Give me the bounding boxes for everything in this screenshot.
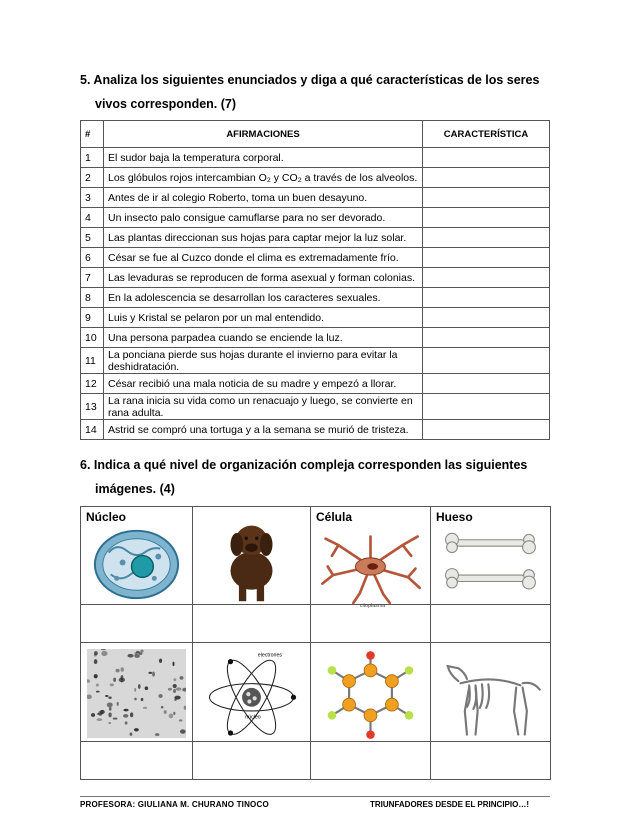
row-number: 1 [81, 148, 104, 168]
label-bone: Hueso [436, 510, 473, 524]
answer-cell-4[interactable] [431, 605, 551, 643]
tissue-speckle [169, 714, 174, 719]
tissue-speckle [117, 702, 119, 706]
table-row [81, 374, 550, 394]
tissue-speckle [121, 668, 124, 673]
tissue-speckle [159, 659, 162, 663]
tissue-speckle [96, 719, 102, 722]
characteristic-answer-cell[interactable] [423, 208, 550, 228]
tissue-speckle [180, 677, 184, 681]
tissue-speckle [127, 654, 133, 658]
characteristic-answer-cell[interactable] [423, 248, 550, 268]
tissue-speckle [161, 706, 164, 709]
statement-text: César recibió una mala noticia de su madre y empezó a llorar. [104, 374, 423, 394]
tissue-speckle [94, 675, 98, 679]
tissue-speckle [180, 730, 186, 734]
characteristic-answer-cell[interactable] [423, 374, 550, 394]
table-row [81, 248, 550, 268]
tissue-speckle [94, 654, 97, 657]
statement-text: César se fue al Cuzco donde el clima es extremadamente frío. [104, 248, 423, 268]
tissue-speckle [155, 734, 160, 737]
tissue-speckle [173, 712, 175, 715]
tissue-speckle [116, 669, 120, 673]
statement-text: El sudor baja la temperatura corporal. [104, 148, 423, 168]
table-row [81, 228, 550, 248]
row-number: 6 [81, 248, 104, 268]
table-row [81, 168, 550, 188]
tissue-speckle [145, 687, 149, 691]
tissue-speckle [174, 699, 176, 702]
statement-text: La rana inicia su vida como un renacuajo y luego, se convierte en rana adulta. [104, 394, 423, 420]
tissue-speckle [130, 733, 133, 736]
answer-cell-1[interactable] [81, 605, 193, 643]
statement-text: Las plantas direccionan sus hojas para captar mejor la luz solar. [104, 228, 423, 248]
tissue-micrograph [87, 649, 186, 738]
characteristic-answer-cell[interactable] [423, 268, 550, 288]
tissue-speckle [176, 688, 182, 691]
images-table [80, 506, 551, 780]
characteristic-answer-cell[interactable] [423, 420, 550, 440]
tissue-speckle [173, 689, 176, 693]
column-header-number: # [81, 121, 104, 148]
label-nucleus: Núcleo [86, 510, 127, 524]
characteristic-answer-cell[interactable] [423, 168, 550, 188]
table-row [81, 188, 550, 208]
answer-cell-7[interactable] [311, 741, 431, 779]
dog-skeleton [437, 649, 544, 745]
image-cell-molecule [311, 643, 431, 741]
tissue-speckle [108, 713, 111, 718]
neuron-caption: citoplasma [359, 603, 386, 610]
tissue-speckle [107, 703, 113, 708]
answer-cell-6[interactable] [193, 741, 311, 779]
question-6-line1: 6. Indica a qué nivel de organización compleja corresponden las siguientes [80, 458, 528, 472]
footer-teacher: PROFESORA: GIULIANA M. CHURANO TINOCO [80, 800, 269, 809]
row-number: 3 [81, 188, 104, 208]
statement-text: Luis y Kristal se pelaron por un mal entendido. [104, 308, 423, 328]
answer-cell-5[interactable] [81, 741, 193, 779]
table-row [81, 288, 550, 308]
tissue-speckle [138, 653, 142, 656]
atom-nucleus-caption: núcleo [245, 714, 261, 721]
tissue-speckle [94, 660, 98, 665]
tissue-speckle [134, 688, 136, 692]
label-cell: Célula [316, 510, 353, 524]
question-5-line2: vivos corresponden. (7) [95, 97, 237, 111]
tissue-speckle [105, 696, 108, 698]
row-number: 7 [81, 268, 104, 288]
statement-text: En la adolescencia se desarrollan los caracteres sexuales. [104, 288, 423, 308]
question-6-title [80, 455, 570, 499]
footer-divider [80, 796, 550, 797]
table-row [81, 328, 550, 348]
characteristic-answer-cell[interactable] [423, 348, 550, 374]
tissue-speckle [179, 720, 183, 722]
row-number: 11 [81, 348, 104, 374]
characteristic-answer-cell[interactable] [423, 288, 550, 308]
characteristic-answer-cell[interactable] [423, 328, 550, 348]
tissue-speckle [173, 684, 177, 688]
characteristic-answer-cell[interactable] [423, 308, 550, 328]
tissue-speckle [140, 650, 143, 653]
characteristic-answer-cell[interactable] [423, 394, 550, 420]
question-5-line1: 5. Analiza los siguientes enunciados y diga a qué características de los seres [80, 73, 540, 87]
cell-illustration [87, 513, 186, 602]
question-6-line2: imágenes. (4) [95, 482, 175, 496]
puppy-photo [199, 513, 304, 608]
table-row [81, 268, 550, 288]
tissue-speckle [152, 672, 155, 677]
row-number: 12 [81, 374, 104, 394]
tissue-speckle [134, 698, 137, 701]
tissue-speckle [110, 684, 114, 687]
tissue-speckle [123, 715, 128, 719]
statement-text: Una persona parpadea cuando se enciende la luz. [104, 328, 423, 348]
tissue-speckle [134, 729, 139, 732]
footer-motto: TRIUNFADORES DESDE EL PRINCIPIO…! [370, 800, 529, 809]
image-cell-cell [311, 507, 431, 610]
row-number: 13 [81, 394, 104, 420]
image-cell-skeleton [431, 643, 551, 741]
tissue-speckle [158, 695, 162, 699]
tissue-speckle [141, 698, 144, 701]
tissue-speckle [138, 685, 141, 690]
statement-text: La ponciana pierde sus hojas durante el invierno para evitar la deshidratación. [104, 348, 423, 374]
image-cell-atom [193, 643, 311, 741]
tissue-speckle [96, 684, 99, 687]
statement-text: Astrid se compró una tortuga y a la semana se murió de tristeza. [104, 420, 423, 440]
tissue-speckle [91, 714, 95, 718]
table-row [81, 394, 550, 420]
tissue-speckle [109, 707, 112, 711]
image-cell-tissue [81, 643, 193, 741]
image-cell-puppy [193, 507, 311, 605]
row-number: 2 [81, 168, 104, 188]
row-number: 10 [81, 328, 104, 348]
table-row [81, 348, 550, 374]
row-number: 5 [81, 228, 104, 248]
statement-text: Antes de ir al colegio Roberto, toma un buen desayuno. [104, 188, 423, 208]
tissue-speckle [173, 662, 175, 667]
answer-cell-8[interactable] [431, 741, 551, 779]
tissue-speckle [113, 718, 118, 720]
tissue-speckle [108, 722, 111, 724]
table-row [81, 208, 550, 228]
atom-diagram [199, 649, 304, 744]
tissue-speckle [98, 712, 103, 717]
row-number: 9 [81, 308, 104, 328]
neuron-illustration [317, 513, 424, 609]
tissue-speckle [168, 688, 172, 691]
molecule-model [317, 649, 424, 745]
characteristic-answer-cell[interactable] [423, 228, 550, 248]
row-number: 4 [81, 208, 104, 228]
table-row [81, 420, 550, 440]
tissue-speckle [123, 709, 128, 712]
table-row [81, 148, 550, 168]
tissue-speckle [143, 707, 147, 709]
tissue-speckle [108, 697, 111, 699]
column-header-statements: AFIRMACIONES [104, 121, 423, 148]
tissue-speckle [119, 678, 125, 683]
row-number: 8 [81, 288, 104, 308]
tissue-speckle [130, 713, 133, 718]
statement-text: Un insecto palo consigue camuflarse para no ser devorado. [104, 208, 423, 228]
answer-cell-2[interactable] [193, 605, 311, 643]
characteristic-answer-cell[interactable] [423, 188, 550, 208]
statements-table [80, 120, 550, 440]
tissue-speckle [125, 722, 128, 725]
tissue-speckle [164, 711, 167, 715]
column-header-characteristic: CARACTERÍSTICA [423, 121, 550, 148]
statement-text: Las levaduras se reproducen de forma asexual y forman colonias. [104, 268, 423, 288]
question-5-title [80, 70, 570, 114]
tissue-speckle [101, 651, 107, 656]
table-row [81, 308, 550, 328]
tissue-speckle [148, 672, 152, 674]
tissue-speckle [96, 691, 100, 693]
row-number: 14 [81, 420, 104, 440]
atom-electrons-caption: electrones [257, 652, 283, 659]
image-cell-nucleus [81, 507, 193, 605]
statement-text: Los glóbulos rojos intercambian O₂ y CO₂ a través de los alveolos. [104, 168, 423, 188]
characteristic-answer-cell[interactable] [423, 148, 550, 168]
tissue-speckle [173, 679, 176, 682]
bones-illustration [437, 513, 544, 609]
image-cell-bone [431, 507, 551, 605]
tissue-speckle [113, 678, 116, 682]
answer-cell-3[interactable] [311, 605, 431, 643]
